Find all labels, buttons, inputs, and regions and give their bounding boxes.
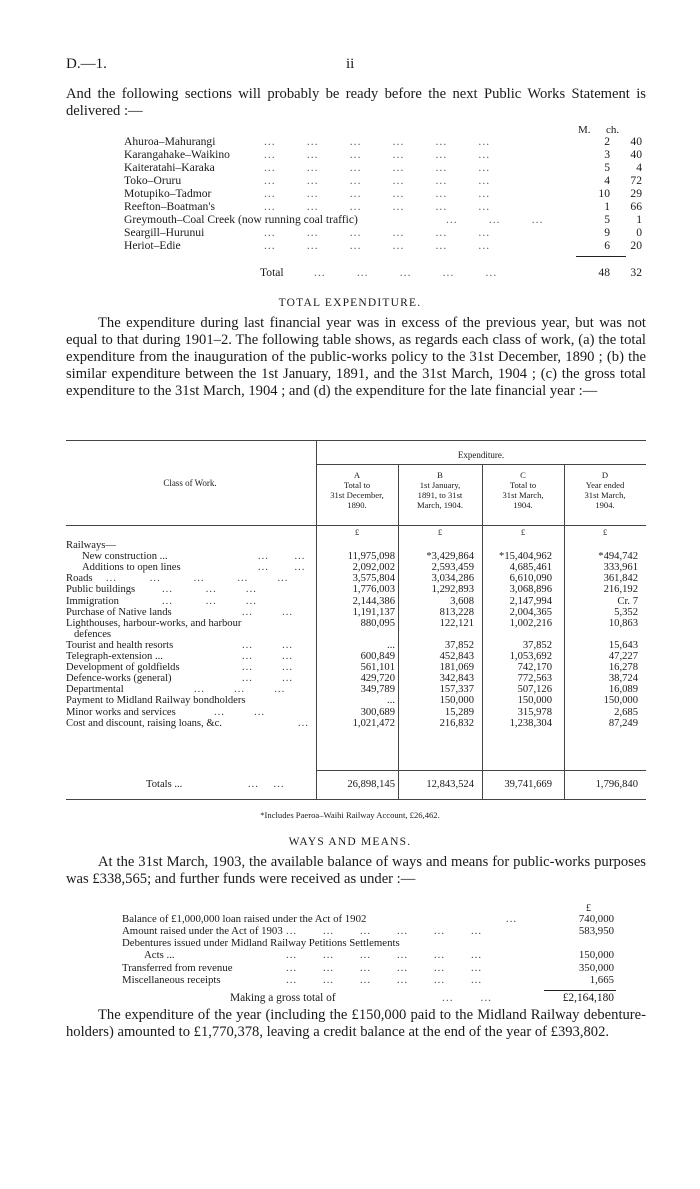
column-letter: B	[437, 470, 443, 480]
table-row	[66, 651, 646, 662]
section-miles: 2	[604, 135, 610, 148]
leader-dots: ... ... ... ... ... ...	[286, 925, 483, 937]
section-miles: 10	[598, 187, 610, 200]
gross-total-row	[122, 992, 614, 1005]
section-row	[124, 239, 642, 253]
document-reference: D.—1.	[66, 56, 107, 72]
miles-column-header: M.	[578, 124, 591, 136]
sections-total-rule	[576, 256, 626, 257]
leader-dots: ... ... ... ... ...	[106, 573, 289, 585]
ways-amount: 1,665	[589, 974, 614, 986]
leader-dots: ... ...	[248, 779, 285, 790]
cell-d: 16,089	[608, 684, 638, 696]
table-footnote: *Includes Paeroa–Waihi Railway Account, £26,462.	[260, 810, 440, 820]
section-name: Toko–Oruru	[124, 174, 182, 187]
leader-dots: ... ... ... ... ... ...	[286, 974, 483, 986]
ways-row	[122, 962, 614, 975]
ways-amount: 150,000	[578, 949, 614, 961]
ways-currency: £	[586, 903, 591, 914]
totals-top-rule	[316, 770, 646, 771]
cell-c: 1,238,304	[509, 717, 552, 729]
cell-b: 813,228	[439, 606, 474, 618]
expenditure-header: Expenditure.	[457, 450, 505, 460]
cell-a: 2,144,386	[352, 595, 395, 607]
cell-d: *494,742	[598, 551, 638, 563]
ways-amount: 350,000	[578, 962, 614, 974]
section-chains: 4	[636, 161, 642, 174]
cell-b: 157,337	[439, 684, 474, 696]
section-chains: 0	[636, 226, 642, 239]
cell-d: Cr. 7	[617, 595, 638, 607]
section-row	[124, 161, 642, 175]
table-row	[66, 673, 646, 684]
leader-dots: ... ...	[242, 673, 294, 685]
cell-c: 315,978	[517, 706, 552, 718]
ways-label: Debentures issued under Midland Railway Petitions Settlements	[122, 937, 400, 949]
table-row	[66, 607, 646, 618]
gross-total-label: Making a gross total of	[230, 992, 336, 1004]
cell-c: 507,126	[517, 684, 552, 696]
section-miles: 4	[604, 174, 610, 187]
column-line2: 31st March,	[584, 490, 626, 500]
leader-dots: ... ... ...	[162, 595, 257, 607]
leader-dots: ... ...	[242, 639, 294, 651]
table-row	[66, 618, 646, 629]
cell-b: *3,429,864	[426, 551, 474, 563]
section-chains: 40	[630, 135, 642, 148]
cell-d: 361,842	[603, 573, 638, 585]
cell-a: 1,021,472	[352, 717, 395, 729]
cell-c: 1,053,692	[509, 651, 552, 662]
row-label: Telegraph-extension ...	[66, 651, 163, 662]
column-letter: D	[601, 470, 609, 480]
expenditure-paragraph: The expenditure during last financial year was in excess of the previous year, but was not equal to that during 1901–2. The following table shows, as regards each class of work, (a) the total expenditure from the inauguration of the public-works policy to the 31st December, 1890 ; (b) the similar expenditure between the 1st January, 1891, and the 31st March, 1904 ; (c) the gross total expenditure to the 31st March, 1904 ; and (d) the expenditure for the late financial year :—	[66, 315, 646, 399]
section-name: Reefton–Boatman's	[124, 200, 215, 213]
section-chains: 66	[630, 200, 642, 213]
table-row	[66, 540, 646, 551]
table-row	[66, 629, 646, 640]
cell-d: 216,192	[603, 584, 638, 596]
cell-a: 2,092,002	[352, 562, 395, 574]
cell-d: 333,961	[603, 562, 638, 574]
column-header-b	[398, 470, 482, 510]
cell-c: 37,852	[522, 639, 552, 651]
cell-c: 2,147,994	[509, 595, 552, 607]
leader-dots: ... ... ...	[446, 213, 544, 226]
row-label: Payment to Midland Railway bondholders	[66, 695, 246, 707]
ways-amount: 740,000	[578, 913, 614, 925]
ways-label: Amount raised under the Act of 1903	[122, 925, 283, 937]
leader-dots: ... ... ... ... ... ...	[264, 226, 491, 239]
section-name: Seargill–Hurunui	[124, 226, 205, 239]
cell-b: 150,000	[439, 695, 474, 707]
row-label: Railways—	[66, 540, 117, 551]
ways-label: Miscellaneous receipts	[122, 974, 221, 986]
section-miles: 5	[604, 213, 610, 226]
column-line3: 1890.	[347, 500, 367, 510]
section-name: Kaiteratahi–Karaka	[124, 161, 215, 174]
cell-a: ...	[387, 695, 395, 707]
leader-dots: ... ... ... ... ... ...	[264, 239, 491, 252]
leader-dots: ...	[298, 717, 309, 729]
table-row	[66, 551, 646, 562]
ways-label: Transferred from revenue	[122, 962, 233, 974]
totals-label: Totals ...	[146, 779, 183, 790]
cell-c: 742,170	[517, 662, 552, 674]
section-chains: 20	[630, 239, 642, 252]
cell-a: 600,849	[360, 651, 395, 662]
cell-b: 1,292,893	[431, 584, 474, 596]
section-name: Karangahake–Waikino	[124, 148, 230, 161]
row-label: New construction ...	[82, 551, 168, 563]
leader-dots: ... ... ... ... ... ...	[264, 187, 491, 200]
leader-dots: ... ... ... ... ...	[314, 266, 498, 279]
cell-d: 38,724	[608, 673, 638, 685]
column-line3: 1904.	[513, 500, 533, 510]
cell-a: 300,689	[360, 706, 395, 718]
column-line3: March, 1904.	[416, 500, 464, 510]
row-label: defences	[74, 628, 112, 640]
leader-dots: ... ... ... ... ... ...	[264, 135, 491, 148]
row-label: Development of goldfields	[66, 662, 180, 674]
section-name: Greymouth–Coal Creek (now running coal traffic)	[124, 213, 358, 226]
leader-dots: ... ...	[242, 662, 294, 674]
section-row	[124, 213, 642, 227]
cell-a: 349,789	[360, 684, 395, 696]
leader-dots: ... ... ... ... ... ...	[286, 962, 483, 974]
table-bottom-rule	[66, 799, 646, 800]
ways-label: Acts ...	[144, 949, 175, 961]
table-row	[66, 584, 646, 595]
total-a: 26,898,145	[347, 779, 395, 790]
table-row	[66, 640, 646, 651]
cell-b: 216,832	[439, 717, 474, 729]
section-row	[124, 200, 642, 214]
cell-c: 3,068,896	[509, 584, 552, 596]
section-miles: 6	[604, 239, 610, 252]
cell-d: 5,352	[614, 606, 638, 618]
column-letter: C	[520, 470, 526, 480]
chains-column-header: ch.	[606, 124, 620, 136]
currency-sign: £	[437, 527, 443, 537]
column-line3: 1904.	[595, 500, 615, 510]
cell-d: 150,000	[603, 695, 638, 707]
table-top-rule	[66, 440, 646, 441]
section-miles: 5	[604, 161, 610, 174]
total-b: 12,843,524	[426, 779, 474, 790]
leader-dots: ... ... ... ... ... ...	[264, 148, 491, 161]
cell-c: 4,685,461	[509, 562, 552, 574]
section-miles: 1	[604, 200, 610, 213]
section-name: Heriot–Edie	[124, 239, 181, 252]
leader-dots: ... ...	[442, 992, 493, 1004]
total-expenditure-heading: TOTAL EXPENDITURE.	[278, 297, 422, 309]
column-line2: 31st December,	[330, 490, 384, 500]
column-letter: A	[353, 470, 361, 480]
column-line2: 31st March,	[502, 490, 544, 500]
table-row	[66, 573, 646, 584]
row-label: Defence-works (general)	[66, 673, 172, 685]
row-label: Lighthouses, harbour-works, and harbour	[66, 617, 242, 629]
cell-c: 772,563	[517, 673, 552, 685]
ways-amount: 583,950	[578, 925, 614, 937]
sections-total-chains: 32	[630, 266, 642, 279]
currency-sign: £	[354, 527, 360, 537]
section-miles: 3	[604, 148, 610, 161]
section-chains: 29	[630, 187, 642, 200]
cell-d: 87,249	[608, 717, 638, 729]
cell-c: 2,004,365	[509, 606, 552, 618]
section-row	[124, 174, 642, 188]
currency-sign: £	[602, 527, 608, 537]
column-header-c	[482, 470, 564, 510]
cell-c: 1,002,216	[509, 617, 552, 629]
cell-b: 15,289	[444, 706, 474, 718]
closing-paragraph: The expenditure of the year (including the £150,000 paid to the Midland Railway debenture-holders) amounted to £1,770,378, leaving a credit balance at the end of the year of £393,802.	[66, 1007, 646, 1040]
ways-row	[122, 938, 602, 950]
total-d: 1,796,840	[595, 779, 638, 790]
row-label: Departmental	[66, 684, 124, 696]
section-chains: 40	[630, 148, 642, 161]
section-chains: 1	[636, 213, 642, 226]
cell-b: 181,069	[439, 662, 474, 674]
page-number: ii	[346, 56, 355, 72]
leader-dots: ... ... ...	[194, 684, 286, 696]
ways-total-rule	[544, 990, 616, 991]
intro-paragraph: And the following sections will probably be ready before the next Public Works Statement is delivered :—	[66, 86, 646, 119]
row-label: Minor works and services	[66, 706, 176, 718]
row-label: Tourist and health resorts	[66, 639, 174, 651]
row-label: Roads	[66, 573, 93, 585]
section-row	[124, 187, 642, 201]
ways-and-means-paragraph: At the 31st March, 1903, the available balance of ways and means for public-works purposes was £338,565; and further funds were received as under :—	[66, 854, 646, 887]
currency-sign: £	[520, 527, 526, 537]
cell-c: 6,610,090	[509, 573, 552, 585]
cell-a: 1,776,003	[352, 584, 395, 596]
section-name: Ahuroa–Mahurangi	[124, 135, 216, 148]
leader-dots: ...	[506, 913, 518, 925]
section-name: Motupiko–Tadmor	[124, 187, 212, 200]
cell-b: 37,852	[444, 639, 474, 651]
cell-a: 429,720	[360, 673, 395, 685]
row-label: Cost and discount, raising loans, &c.	[66, 717, 222, 729]
section-miles: 9	[604, 226, 610, 239]
table-row	[66, 596, 646, 607]
leader-dots: ... ... ... ... ... ...	[286, 949, 483, 961]
cell-b: 122,121	[439, 617, 474, 629]
leader-dots: ... ...	[258, 562, 306, 574]
column-line1: Year ended	[585, 480, 625, 490]
cell-c: *15,404,962	[499, 551, 552, 563]
leader-dots: ... ...	[242, 651, 294, 662]
column-line1: Total to	[343, 480, 371, 490]
cell-d: 2,685	[614, 706, 638, 718]
leader-dots: ... ... ...	[162, 584, 257, 596]
row-label: Additions to open lines	[82, 562, 181, 574]
ways-and-means-heading: WAYS AND MEANS.	[288, 836, 412, 848]
column-header-d	[564, 470, 646, 510]
column-line2: 1891, to 31st	[417, 490, 463, 500]
cell-b: 3,608	[450, 595, 474, 607]
table-row	[66, 662, 646, 673]
leader-dots: ... ...	[242, 606, 294, 618]
column-header-a	[316, 470, 398, 510]
cell-d: 47,227	[608, 651, 638, 662]
sections-total-label: Total	[260, 266, 284, 279]
leader-dots: ... ...	[258, 551, 306, 563]
cell-b: 3,034,286	[431, 573, 474, 585]
row-label: Public buildings	[66, 584, 136, 596]
cell-c: 150,000	[517, 695, 552, 707]
section-row	[124, 226, 642, 240]
cell-b: 2,593,459	[431, 562, 474, 574]
table-row	[66, 707, 646, 718]
cell-a: 561,101	[360, 662, 395, 674]
leader-dots: ... ... ... ... ... ...	[264, 161, 491, 174]
gross-total-amount: £2,164,180	[562, 992, 614, 1004]
table-row	[66, 695, 646, 706]
cell-a: ...	[387, 639, 395, 651]
ways-label: Balance of £1,000,000 loan raised under the Act of 1902	[122, 913, 367, 925]
cell-b: 452,843	[439, 651, 474, 662]
class-of-work-header: Class of Work.	[163, 478, 217, 488]
cell-a: 1,191,137	[352, 606, 395, 618]
ways-row	[122, 913, 614, 926]
table-row	[66, 562, 646, 573]
cell-d: 15,643	[608, 639, 638, 651]
section-chains: 72	[630, 174, 642, 187]
table-row	[66, 718, 646, 729]
table-header-rule	[66, 525, 646, 526]
column-line1: 1st January,	[419, 480, 461, 490]
cell-d: 10,863	[608, 617, 638, 629]
ways-row	[122, 949, 614, 962]
table-row	[66, 684, 646, 695]
cell-d: 16,278	[608, 662, 638, 674]
cell-a: 11,975,098	[347, 551, 395, 563]
total-c: 39,741,669	[504, 779, 552, 790]
ways-row	[122, 974, 614, 987]
cell-a: 3,575,804	[352, 573, 395, 585]
column-line1: Total to	[509, 480, 537, 490]
section-row	[124, 135, 642, 149]
leader-dots: ... ...	[214, 706, 266, 718]
ways-row	[122, 925, 614, 938]
sections-total-miles: 48	[598, 266, 610, 279]
sections-total-row	[124, 266, 642, 280]
totals-row	[66, 779, 646, 790]
row-label: Immigration	[66, 595, 119, 607]
leader-dots: ... ... ... ... ... ...	[264, 200, 491, 213]
expenditure-sub-rule	[316, 464, 646, 465]
cell-a: 880,095	[360, 617, 395, 629]
cell-b: 342,843	[439, 673, 474, 685]
row-label: Purchase of Native lands	[66, 606, 172, 618]
section-row	[124, 148, 642, 162]
leader-dots: ... ... ... ... ... ...	[264, 174, 491, 187]
